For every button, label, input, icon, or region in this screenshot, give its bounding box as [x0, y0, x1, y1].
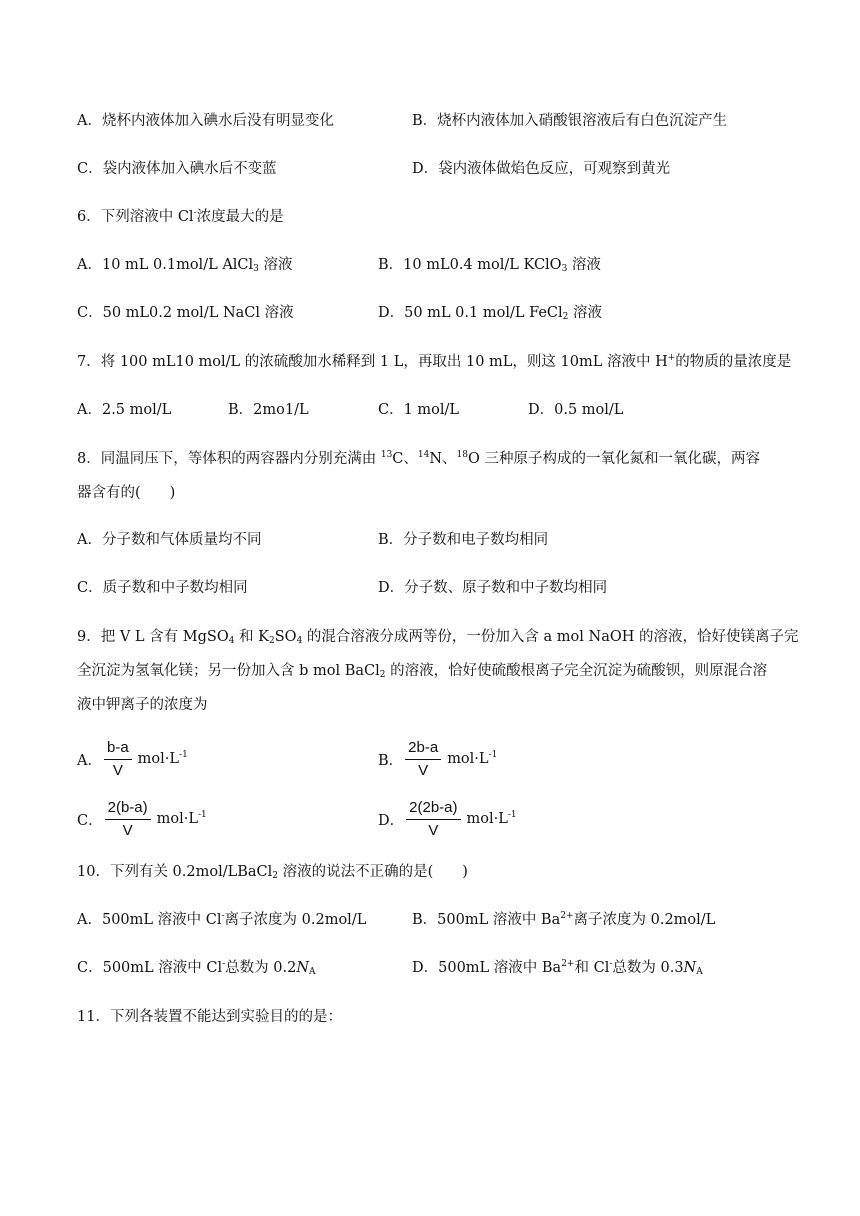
q10-option-b: B．500mL 溶液中 $Ba^{2+}$离子浓度为 0.2mol/L	[412, 911, 716, 928]
q9-stem-line2: 全沉淀为氢氧化镁；另一份加入含 b mol BaCl$_2$ 的溶液，恰好使硫酸根离子完全沉淀为硫酸钡，则原混合溶	[77, 663, 768, 680]
fraction: $\frac{2(2b-a)}{V}$	[406, 799, 460, 840]
q6-option-c: C．50 mL0.2 mol/L NaCl 溶液	[77, 305, 294, 321]
q9-option-a: A． $\frac{b-a}{V}$ $mol\cdot L^{-1}$	[77, 738, 188, 779]
q10-stem: 10．下列有关 0.2mol/LBaCl$_2$ 溶液的说法不正确的是( )	[77, 864, 468, 881]
q7-option-a: A．2.5 mol/L	[77, 402, 172, 418]
fraction: $\frac{b-a}{V}$	[104, 739, 132, 780]
q9-option-d: D． $\frac{2(2b-a)}{V}$ $mol\cdot L^{-1}$	[378, 798, 517, 839]
q11-stem: 11．下列各装置不能达到实验目的的是：	[77, 1009, 342, 1025]
q7-stem: 7．将 100 mL10 mol/L 的浓硫酸加水稀释到 1 L，再取出 10 mL，则这 10mL 溶液中 H+的物质的量浓度是	[77, 353, 792, 370]
q9-stem-line1: 9．把 V L 含有 MgSO$_4$ 和 $K_2SO_4$ 的混合溶液分成两等份，一份加入含 a mol NaOH 的溶液，恰好使镁离子完	[77, 629, 799, 646]
q10-option-c: C．500mL 溶液中 Cl-总数为 $0.2N_A$	[77, 959, 316, 977]
q5-option-c: C．袋内液体加入碘水后不变蓝	[77, 161, 277, 177]
q8-stem-line1: 8．同温同压下，等体积的两容器内分别充满由 $^{13}$C、$^{14}$N、$^{18}$O 三种原子构成的一氧化氮和一氧化碳，两容	[77, 450, 760, 467]
q9-option-b: B． $\frac{2b-a}{V}$ $mol\cdot L^{-1}$	[378, 738, 498, 779]
q10-option-a: A．500mL 溶液中 Cl-离子浓度为 0.2mol/L	[77, 911, 367, 928]
q7-option-b: B．2mo1/L	[228, 402, 309, 418]
q6-option-d: D．50 mL 0.1 mol/L FeCl$_2$ 溶液	[378, 305, 603, 322]
q8-option-b: B．分子数和电子数均相同	[378, 532, 549, 548]
q8-option-d: D．分子数、原子数和中子数均相同	[378, 580, 608, 596]
q8-option-a: A．分子数和气体质量均不同	[77, 532, 262, 548]
q9-stem-line3: 液中钾离子的浓度为	[77, 697, 208, 713]
q5-option-d: D．袋内液体做焰色反应，可观察到黄光	[412, 161, 671, 177]
q6-option-a: A．10 mL 0.1mol/L AlCl$_3$ 溶液	[77, 257, 293, 274]
q5-option-a: A．烧杯内液体加入碘水后没有明显变化	[77, 113, 334, 129]
fraction: $\frac{2b-a}{V}$	[405, 739, 441, 780]
q9-option-c: C． $\frac{2(b-a)}{V}$ $mol\cdot L^{-1}$	[77, 798, 207, 839]
q8-stem-line2: 器含有的( )	[77, 485, 176, 501]
q7-option-c: C．1 mol/L	[378, 402, 460, 418]
q6-stem: 6．下列溶液中 Cl-浓度最大的是	[77, 208, 284, 225]
q10-option-d: D．500mL 溶液中 $Ba^{2+}$和 Cl-总数为 $0.3N_A$	[412, 959, 703, 977]
q7-option-d: D．0.5 mol/L	[528, 402, 624, 418]
q8-option-c: C．质子数和中子数均相同	[77, 580, 248, 596]
q6-option-b: B．10 mL0.4 mol/L KClO$_3$ 溶液	[378, 257, 601, 274]
q5-option-b: B．烧杯内液体加入硝酸银溶液后有白色沉淀产生	[412, 113, 728, 129]
fraction: $\frac{2(b-a)}{V}$	[105, 799, 151, 840]
